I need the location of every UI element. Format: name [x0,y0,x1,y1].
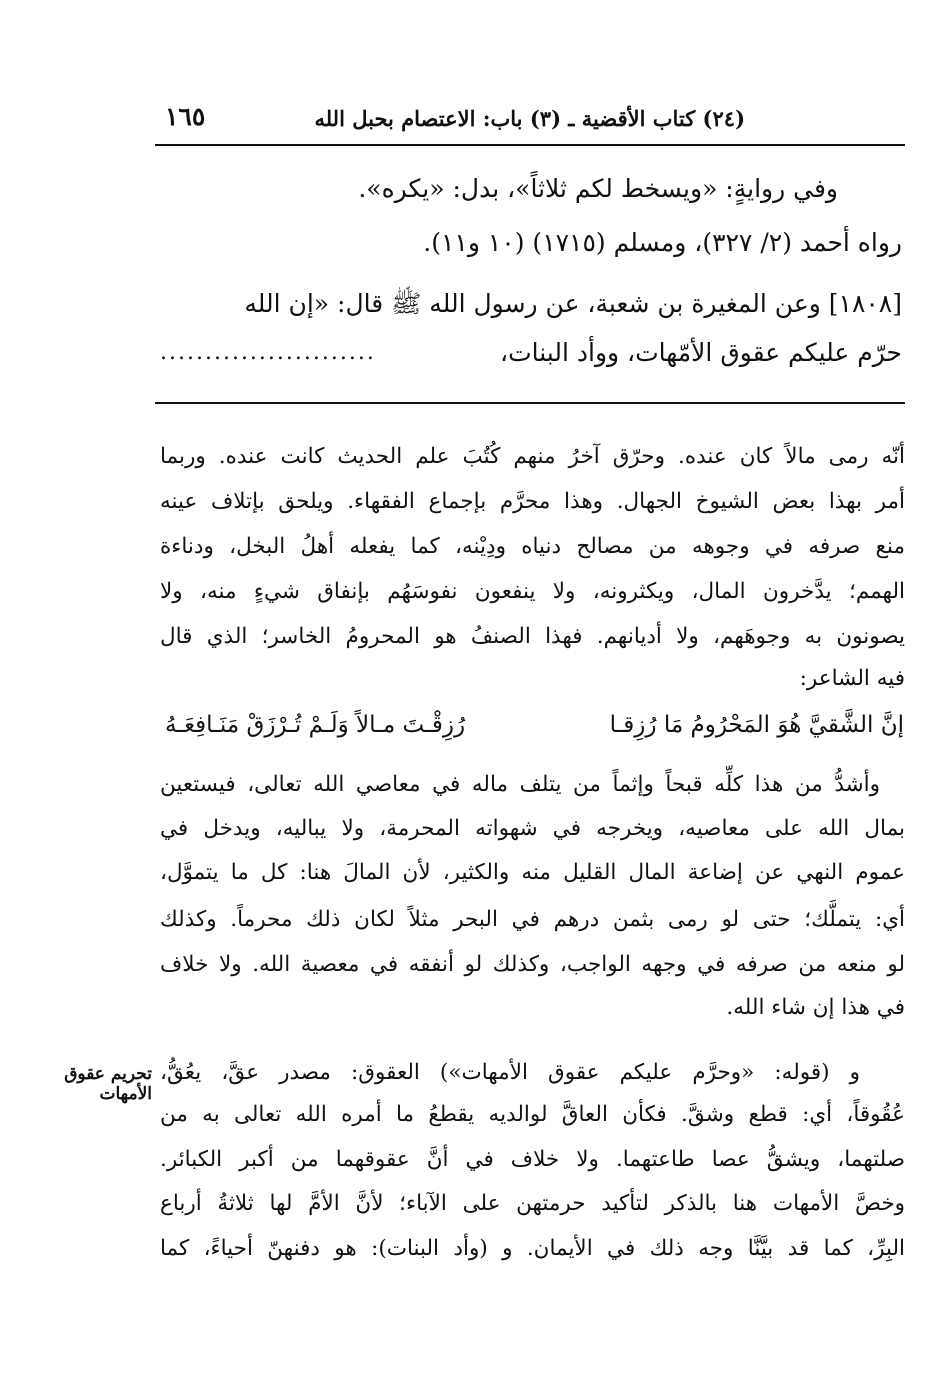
commentary-line: في هذا إن شاء الله. [726,995,905,1020]
margin-note-line: الأمهات [99,1084,152,1104]
commentary-line: فيه الشاعر: [799,666,905,691]
hadith-line: رواه أحمد (٢/ ٣٢٧)، ومسلم (١٧١٥) (١٠ و١١). [423,228,902,257]
commentary-line: الهمم؛ يدَّخرون المال، ويكثرونه، ولا ينفعون نفوسَهُم بإنفاق شيءٍ منه، ولا [160,579,905,604]
commentary-line: يصونون به وجوهَهم، ولا أديانهم. فهذا الصنفُ هو المحرومُ الخاسر؛ الذي قال [160,624,905,649]
commentary-line: و (قوله: «وحرَّم عليكم عقوق الأمهات») العقوق: مصدر عقَّ، يعُقُّ، [160,1060,860,1085]
commentary-line: منع صرفه في وجوهه من مصالح دنياه ودِيْنه، كما يفعله أهلُ البخل، ودناءة [160,534,905,559]
running-title: (٢٤) كتاب الأقضية ـ (٣) باب: الاعتصام بحبل الله [314,106,745,131]
commentary-line: عموم النهي عن إضاعة المال القليل منه والكثير، لأن المالَ هنا: كل ما يتموَّل، [160,860,905,885]
commentary-line: أنّه رمى مالاً كان عنده. وحرّق آخرُ منهم كُتُبَ علم الحديث كانت عنده. وربما [160,444,905,469]
commentary-line: لو منعه من صرفه في وجهه الواجب، وكذلك لو أنفقه في معصية الله. ولا خلاف [160,952,905,977]
commentary-line: عُقُوقاً، أي: قطع وشقَّ. فكأن العاقَّ لوالديه يقطعُ ما أمره الله تعالى به من [160,1102,905,1127]
dotted-leader: ........................ [160,340,376,365]
separator-line [155,402,905,404]
hadith-line: حرّم عليكم عقوق الأمّهات، ووأد البنات، [500,338,902,367]
commentary-line: بمال الله على معاصيه، ويخرجه في شهواته المحرمة، ولا يباليه، ويدخل في [160,816,905,841]
verse-hemistich-left: رُزِقْـتَ مـالاً وَلَـمْ تُـرْزَقْ مَنَـافِعَـهُ [165,712,466,738]
page-number: ١٦٥ [165,102,206,131]
margin-note-line: تحريم عقوق [64,1064,152,1084]
commentary-line: البِرِّ، كما قد بيَّنَّا وجه ذلك في الأيمان. و (وأد البنات): هو دفنهنّ أحياءً، كما [160,1236,905,1261]
commentary-line: أي: يتملَّك؛ حتى لو رمى بثمن درهم في البحر مثلاً لكان ذلك محرماً. وكذلك [160,907,905,932]
commentary-line: وأشدُّ من هذا كلِّه قبحاً وإثماً من يتلف ماله في معاصي الله تعالى، فيستعين [160,772,880,797]
margin-note [12,1064,152,1104]
commentary-line: صلتهما، ويشقُّ عصا طاعتهما. ولا خلاف في أنَّ عقوقهما من أكبر الكبائر. [160,1147,905,1172]
hadith-line: وفي روايةٍ: «ويسخط لكم ثلاثاً»، بدل: «يكره». [358,174,838,203]
commentary-line: أمر بهذا بعض الشيوخ الجهال. وهذا محرَّم بإجماع الفقهاء. ويلحق بإتلاف عينه [160,489,905,514]
commentary-line: وخصَّ الأمهات هنا بالذكر لتأكيد حرمتهن على الآباء؛ لأنَّ الأمَّ لها ثلاثةُ أرباع [160,1191,905,1216]
hadith-line: [١٨٠٨] وعن المغيرة بن شعبة، عن رسول الله ﷺ قال: «إن الله [244,289,902,318]
page-header [155,100,905,146]
verse-hemistich-right: إنَّ الشَّقيَّ هُوَ المَحْرُومُ مَا رُزِقـا [609,712,904,738]
